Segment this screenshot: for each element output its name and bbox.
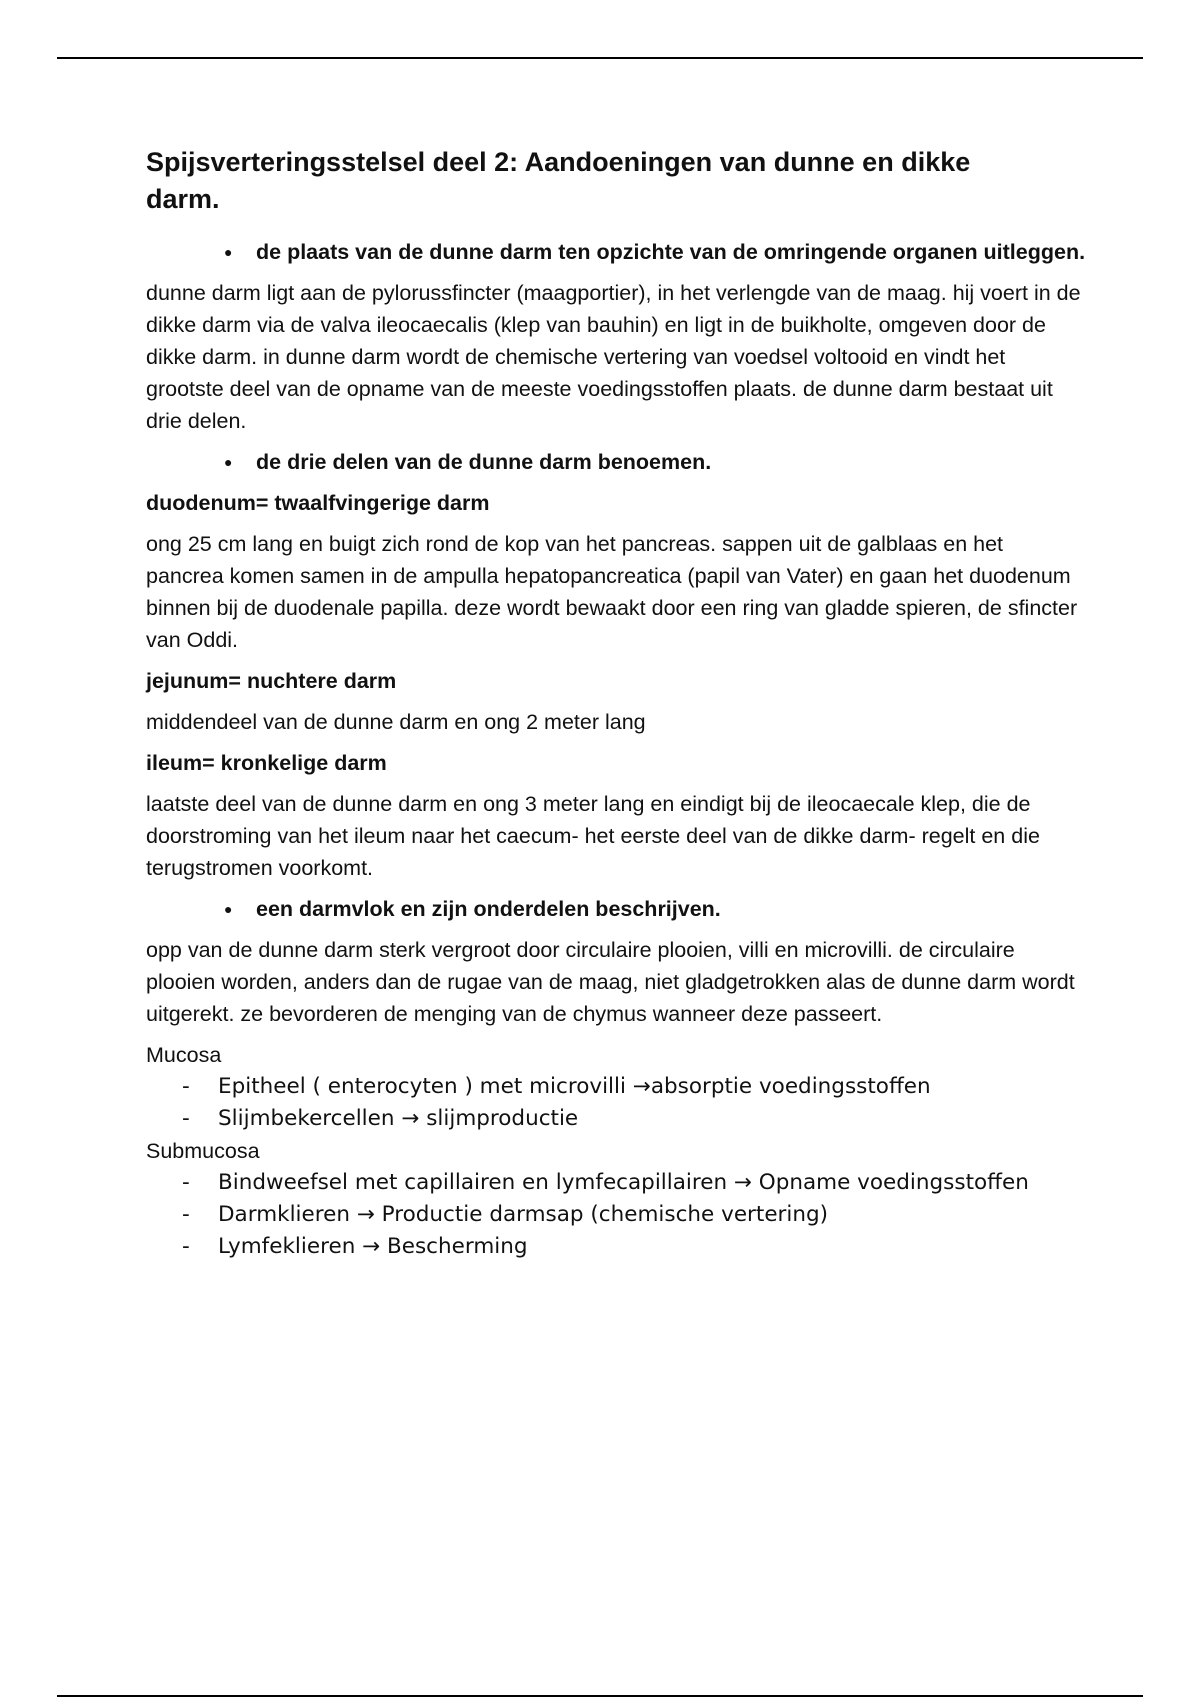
paragraph-duodenum: ong 25 cm lang en buigt zich rond de kop van het pancreas. sappen uit de galblaas en het pancrea komen samen in de ampulla hepatopancreatica (papil van Vater) en gaan het duodenum binnen bij de duodenale papilla. deze wordt bewaakt door een ring van gladde spieren, de sfincter van Oddi. (146, 532, 1078, 652)
dash-icon: - (182, 1106, 190, 1131)
list-item-text: Bindweefsel met capillairen en lymfecapillairen → Opname voedingsstoffen (218, 1170, 1029, 1195)
paragraph-plaats: dunne darm ligt aan de pylorussfincter (maagportier), in het verlengde van de maag. hij voert in de dikke darm via de valva ileocaecalis (klep van bauhin) en ligt in de buikholte, omgeven door de dikke darm. in dunne darm wordt de chemische vertering van voedsel voltooid en vindt het grootste deel van de opname van de meeste voedingsstoffen plaats. de dunne darm bestaat uit drie delen. (146, 281, 1081, 433)
list-item-text: Slijmbekercellen → slijmproductie (218, 1106, 579, 1131)
list-item-text: Lymfeklieren → Bescherming (218, 1234, 528, 1259)
objective-text: de drie delen van de dunne darm benoemen. (256, 450, 712, 474)
bullet-icon: ● (224, 244, 233, 260)
bullet-icon: ● (224, 901, 233, 917)
paragraph-darmvlok: opp van de dunne darm sterk vergroot door circulaire plooien, villi en microvilli. de circulaire plooien worden, anders dan de rugae van de maag, niet gladgetrokken alas de dunne darm wordt uitgerekt. ze bevorderen de menging van de chymus wanneer deze passeert. (146, 938, 1075, 1026)
list-item (146, 1071, 1146, 1103)
objective-text: een darmvlok en zijn onderdelen beschrijven. (256, 897, 721, 921)
submucosa-list (146, 1167, 1146, 1263)
dash-icon: - (182, 1170, 190, 1195)
objective-plaats (146, 236, 1116, 268)
footer-rule (57, 1695, 1143, 1697)
paragraph-ileum: laatste deel van de dunne darm en ong 3 meter lang en eindigt bij de ileocaecale klep, die de doorstroming van het ileum naar het caecum- het eerste deel van de dikke darm- regelt en die terugstromen voorkomt. (146, 792, 1040, 880)
paragraph-jejunum: middendeel van de dunne darm en ong 2 meter lang (146, 710, 646, 734)
heading-ileum: ileum= kronkelige darm (146, 751, 387, 775)
bullet-icon: ● (224, 454, 233, 470)
objective-text: de plaats van de dunne darm ten opzichte van de omringende organen uitleggen. (256, 240, 1086, 264)
dash-icon: - (182, 1234, 190, 1259)
list-item-text: Epitheel ( enterocyten ) met microvilli →absorptie voedingsstoffen (218, 1074, 931, 1099)
mucosa-list (146, 1071, 1146, 1135)
list-item (146, 1199, 1146, 1231)
layer-label-submucosa: Submucosa (146, 1139, 260, 1163)
document-page (146, 144, 1146, 1263)
list-item (146, 1103, 1146, 1135)
dash-icon: - (182, 1202, 190, 1227)
list-item-text: Darmklieren → Productie darmsap (chemische vertering) (218, 1202, 829, 1227)
header-rule (57, 57, 1143, 59)
dash-icon: - (182, 1074, 190, 1099)
heading-jejunum: jejunum= nuchtere darm (146, 669, 397, 693)
objective-delen (146, 446, 1116, 478)
objective-darmvlok (146, 893, 1116, 925)
list-item (146, 1167, 1146, 1199)
layer-label-mucosa: Mucosa (146, 1043, 222, 1067)
document-title: Spijsverteringsstelsel deel 2: Aandoeningen van dunne en dikke darm. (146, 147, 971, 214)
heading-duodenum: duodenum= twaalfvingerige darm (146, 491, 490, 515)
list-item (146, 1231, 1146, 1263)
